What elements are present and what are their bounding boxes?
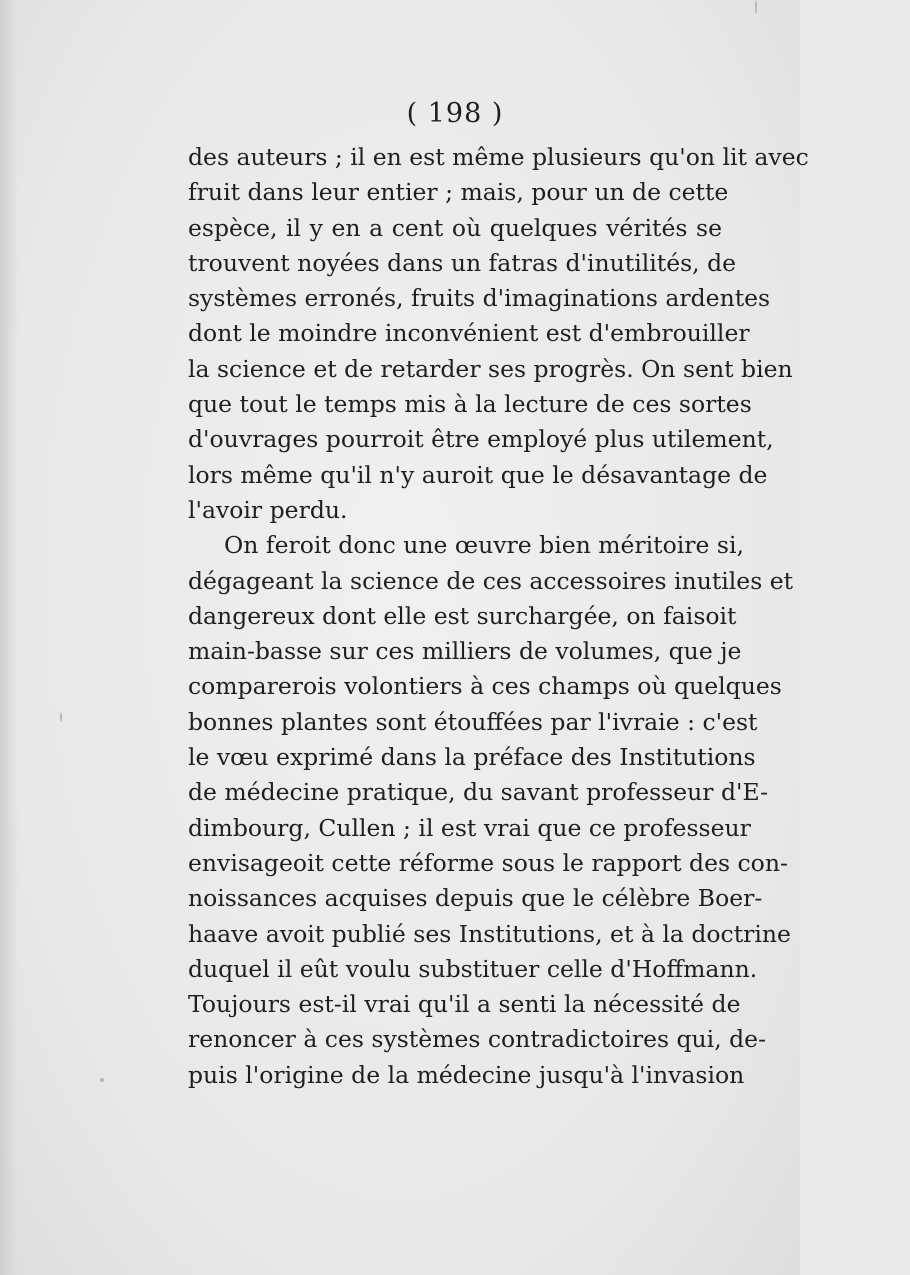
- text-line: duquel il eût voulu substituer celle d'Hoffmann.: [188, 954, 758, 983]
- paper-speck: [60, 712, 62, 722]
- text-line: systèmes erronés, fruits d'imaginations ardentes: [188, 284, 771, 313]
- text-line: envisageoit cette réforme sous le rapport des con-: [188, 848, 788, 877]
- body-text: [188, 140, 809, 1093]
- text-line: dont le moindre inconvénient est d'embrouiller: [188, 319, 750, 348]
- text-line: des auteurs ; il en est même plusieurs qu'on lit avec: [188, 143, 809, 171]
- paper-speck: [755, 0, 757, 14]
- text-line: puis l'origine de la médecine jusqu'à l'invasion: [188, 1060, 745, 1089]
- text-line: trouvent noyées dans un fatras d'inutilités, de: [188, 248, 737, 277]
- text-line: dangereux dont elle est surchargée, on faisoit: [188, 601, 737, 630]
- paragraph-end-line: l'avoir perdu.: [188, 495, 348, 524]
- text-line: dégageant la science de ces accessoires inutiles et: [188, 566, 794, 595]
- text-line: renoncer à ces systèmes contradictoires qui, de-: [188, 1025, 767, 1054]
- text-line: la science et de retarder ses progrès. On sent bien: [188, 354, 793, 383]
- text-line: que tout le temps mis à la lecture de ces sortes: [188, 390, 752, 419]
- text-line: main-basse sur ces milliers de volumes, que je: [188, 637, 742, 666]
- text-line: lors même qu'il n'y auroit que le désavantage de: [188, 460, 768, 489]
- text-line: d'ouvrages pourroit être employé plus utilement,: [188, 425, 774, 454]
- text-line: noissances acquises depuis que le célèbre Boer-: [188, 884, 763, 913]
- text-line: le vœu exprimé dans la préface des Institutions: [188, 743, 756, 772]
- paper-speck: [100, 1078, 104, 1082]
- text-line: fruit dans leur entier ; mais, pour un de cette: [188, 178, 729, 207]
- page-number: ( 198 ): [406, 98, 504, 129]
- text-line: haave avoit publié ses Institutions, et à la doctrine: [188, 919, 791, 948]
- text-line: espèce, il y en a cent où quelques vérités se: [188, 213, 722, 242]
- text-line: de médecine pratique, du savant professeur d'E-: [188, 778, 769, 807]
- text-line: dimbourg, Cullen ; il est vrai que ce professeur: [188, 813, 751, 842]
- paragraph-start-line: On feroit donc une œuvre bien méritoire si,: [224, 531, 744, 560]
- text-line: comparerois volontiers à ces champs où quelques: [188, 672, 782, 701]
- text-line: Toujours est-il vrai qu'il a senti la nécessité de: [188, 990, 741, 1019]
- text-line: bonnes plantes sont étouffées par l'ivraie : c'est: [188, 707, 758, 736]
- gutter-shadow: [0, 0, 18, 1275]
